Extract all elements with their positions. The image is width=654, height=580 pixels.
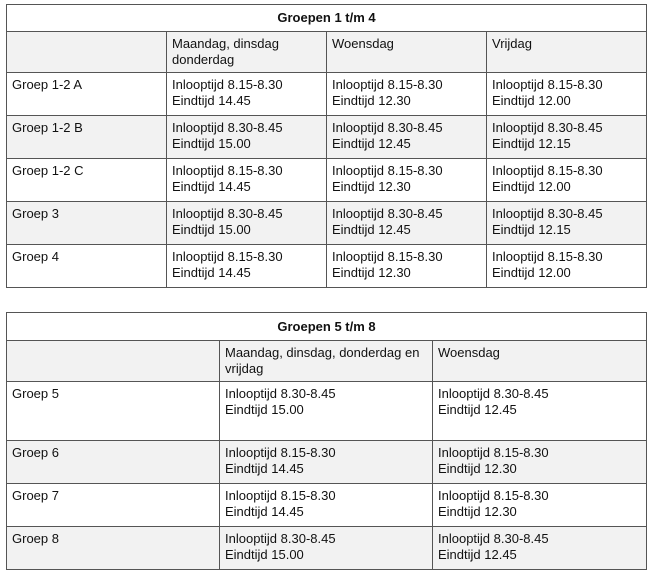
inloop-time: Inlooptijd 8.15-8.30 bbox=[492, 163, 603, 178]
time-cell bbox=[487, 245, 647, 288]
inloop-time: Inlooptijd 8.15-8.30 bbox=[332, 249, 443, 264]
inloop-time: Inlooptijd 8.15-8.30 bbox=[492, 249, 603, 264]
header-cell: Vrijdag bbox=[487, 32, 647, 73]
group-name-cell: Groep 3 bbox=[7, 202, 167, 245]
end-time: Eindtijd 14.45 bbox=[225, 504, 304, 519]
time-cell bbox=[487, 73, 647, 116]
inloop-time: Inlooptijd 8.30-8.45 bbox=[225, 531, 336, 546]
inloop-time: Inlooptijd 8.30-8.45 bbox=[332, 120, 443, 135]
end-time: Eindtijd 12.30 bbox=[332, 265, 411, 280]
time-cell bbox=[167, 73, 327, 116]
header-cell bbox=[220, 341, 433, 382]
time-cell bbox=[327, 73, 487, 116]
group-name-cell: Groep 1-2 C bbox=[7, 159, 167, 202]
table-header-row bbox=[7, 341, 647, 382]
end-time: Eindtijd 15.00 bbox=[172, 222, 251, 237]
end-time: Eindtijd 12.00 bbox=[492, 265, 571, 280]
inloop-time: Inlooptijd 8.30-8.45 bbox=[332, 206, 443, 221]
time-cell bbox=[220, 382, 433, 441]
time-cell bbox=[167, 116, 327, 159]
time-cell bbox=[167, 245, 327, 288]
time-cell bbox=[487, 202, 647, 245]
table-row bbox=[7, 116, 647, 159]
time-cell bbox=[433, 527, 647, 570]
group-name-cell: Groep 1-2 A bbox=[7, 73, 167, 116]
header-cell bbox=[167, 32, 327, 73]
end-time: Eindtijd 14.45 bbox=[225, 461, 304, 476]
group-name-cell: Groep 4 bbox=[7, 245, 167, 288]
table-row bbox=[7, 245, 647, 288]
table-row bbox=[7, 159, 647, 202]
end-time: Eindtijd 15.00 bbox=[225, 547, 304, 562]
inloop-time: Inlooptijd 8.15-8.30 bbox=[225, 488, 336, 503]
schedule-table-groups-5-8 bbox=[6, 312, 647, 570]
end-time: Eindtijd 12.00 bbox=[492, 93, 571, 108]
time-cell bbox=[327, 116, 487, 159]
group-name-cell: Groep 8 bbox=[7, 527, 220, 570]
end-time: Eindtijd 12.45 bbox=[332, 136, 411, 151]
schedule-table-groups-1-4 bbox=[6, 4, 647, 288]
time-cell bbox=[433, 382, 647, 441]
inloop-time: Inlooptijd 8.15-8.30 bbox=[492, 77, 603, 92]
inloop-time: Inlooptijd 8.15-8.30 bbox=[438, 445, 549, 460]
group-name-cell: Groep 6 bbox=[7, 441, 220, 484]
time-cell bbox=[487, 159, 647, 202]
end-time: Eindtijd 14.45 bbox=[172, 265, 251, 280]
end-time: Eindtijd 12.30 bbox=[438, 461, 517, 476]
end-time: Eindtijd 12.00 bbox=[492, 179, 571, 194]
time-cell bbox=[327, 245, 487, 288]
inloop-time: Inlooptijd 8.15-8.30 bbox=[172, 163, 283, 178]
time-cell bbox=[167, 159, 327, 202]
time-cell bbox=[220, 441, 433, 484]
header-cell-empty bbox=[7, 341, 220, 382]
time-cell bbox=[433, 484, 647, 527]
inloop-time: Inlooptijd 8.15-8.30 bbox=[332, 77, 443, 92]
inloop-time: Inlooptijd 8.30-8.45 bbox=[492, 120, 603, 135]
header-cell: Woensdag bbox=[433, 341, 647, 382]
end-time: Eindtijd 12.30 bbox=[438, 504, 517, 519]
time-cell bbox=[327, 159, 487, 202]
table-row bbox=[7, 202, 647, 245]
table-row bbox=[7, 527, 647, 570]
table-row bbox=[7, 484, 647, 527]
table-title: Groepen 1 t/m 4 bbox=[7, 5, 647, 32]
inloop-time: Inlooptijd 8.15-8.30 bbox=[172, 77, 283, 92]
end-time: Eindtijd 12.45 bbox=[332, 222, 411, 237]
group-name-cell: Groep 7 bbox=[7, 484, 220, 527]
inloop-time: Inlooptijd 8.15-8.30 bbox=[225, 445, 336, 460]
table-row bbox=[7, 382, 647, 441]
table-row bbox=[7, 73, 647, 116]
table-header-row bbox=[7, 32, 647, 73]
end-time: Eindtijd 12.30 bbox=[332, 179, 411, 194]
end-time: Eindtijd 14.45 bbox=[172, 93, 251, 108]
end-time: Eindtijd 12.30 bbox=[332, 93, 411, 108]
inloop-time: Inlooptijd 8.30-8.45 bbox=[438, 386, 549, 401]
header-label: Maandag, dinsdag donderdag bbox=[172, 36, 279, 67]
inloop-time: Inlooptijd 8.15-8.30 bbox=[172, 249, 283, 264]
time-cell bbox=[433, 441, 647, 484]
end-time: Eindtijd 12.45 bbox=[438, 547, 517, 562]
inloop-time: Inlooptijd 8.30-8.45 bbox=[172, 206, 283, 221]
inloop-time: Inlooptijd 8.15-8.30 bbox=[438, 488, 549, 503]
end-time: Eindtijd 12.15 bbox=[492, 222, 571, 237]
time-cell bbox=[167, 202, 327, 245]
group-name-cell: Groep 1-2 B bbox=[7, 116, 167, 159]
inloop-time: Inlooptijd 8.30-8.45 bbox=[492, 206, 603, 221]
time-cell bbox=[220, 484, 433, 527]
inloop-time: Inlooptijd 8.15-8.30 bbox=[332, 163, 443, 178]
header-cell-empty bbox=[7, 32, 167, 73]
inloop-time: Inlooptijd 8.30-8.45 bbox=[172, 120, 283, 135]
header-cell: Woensdag bbox=[327, 32, 487, 73]
time-cell bbox=[487, 116, 647, 159]
header-label: Maandag, dinsdag, donderdag en vrijdag bbox=[225, 345, 420, 376]
end-time: Eindtijd 15.00 bbox=[172, 136, 251, 151]
table-title: Groepen 5 t/m 8 bbox=[7, 313, 647, 341]
end-time: Eindtijd 12.45 bbox=[438, 402, 517, 417]
end-time: Eindtijd 14.45 bbox=[172, 179, 251, 194]
time-cell bbox=[327, 202, 487, 245]
time-cell bbox=[220, 527, 433, 570]
end-time: Eindtijd 12.15 bbox=[492, 136, 571, 151]
end-time: Eindtijd 15.00 bbox=[225, 402, 304, 417]
inloop-time: Inlooptijd 8.30-8.45 bbox=[225, 386, 336, 401]
table-row bbox=[7, 441, 647, 484]
group-name-cell: Groep 5 bbox=[7, 382, 220, 441]
inloop-time: Inlooptijd 8.30-8.45 bbox=[438, 531, 549, 546]
